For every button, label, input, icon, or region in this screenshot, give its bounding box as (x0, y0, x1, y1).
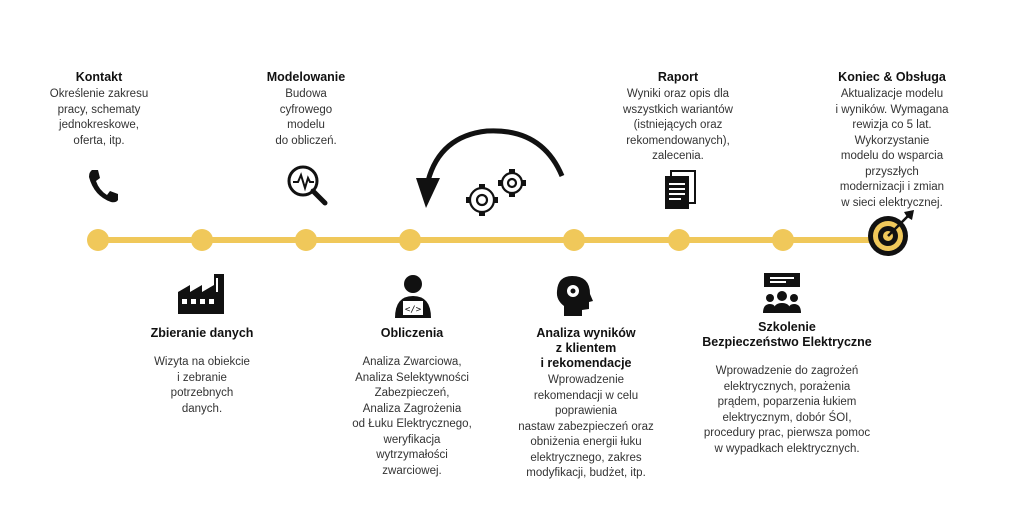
timeline-dot-raport (668, 229, 690, 251)
step-title: Raport (657, 70, 699, 84)
training-icon (762, 272, 802, 314)
step-zbieranie (130, 326, 274, 417)
step-description: Analiza Zwarciowa, Analiza Selektywności Zabezpieczeń, Analiza Zagrożenia od Łuku Elektrycznego, weryfikacja wytrzymałości zwarciowej. (352, 356, 472, 477)
timeline-dot-modelowanie (295, 229, 317, 251)
step-title: Obliczenia (380, 326, 444, 340)
document-icon (664, 170, 696, 210)
step-description: Aktualizacje modelu i wyników. Wymagana rewizja co 5 lat. Wykorzystanie modelu do wsparcia przyszłych modernizacji i zmian w sieci elektrycznej. (835, 88, 949, 209)
step-kontakt (32, 70, 166, 149)
timeline-dot-kontakt (87, 229, 109, 251)
target-icon (866, 208, 916, 258)
timeline-dot-szkolenie (772, 229, 794, 251)
step-title: Kontakt (75, 70, 123, 84)
search-waveform-icon (286, 164, 330, 208)
step-title: Koniec & Obsługa (838, 70, 946, 84)
svg-text:</>: </> (404, 305, 422, 315)
step-description: Określenie zakresu pracy, schematy jednokreskowe, oferta, itp. (49, 88, 149, 147)
step-modelowanie (246, 70, 366, 149)
step-obliczenia (330, 326, 494, 479)
step-title: Zbieranie danych (150, 326, 254, 340)
step-title: Szkolenie Bezpieczeństwo Elektryczne (702, 320, 872, 349)
step-description: Wprowadzenie rekomendacji w celu poprawienia nastaw zabezpieczeń oraz obniżenia energii łuku elektrycznego, zakres modyfikacji, budżet, itp. (518, 374, 654, 479)
step-description: Wprowadzenie do zagrożeń elektrycznych, porażenia prądem, poparzenia łukiem elektrycznym, dobór ŚOI, procedury prac, pierwsza pomoc w wypadkach elektrycznych. (703, 365, 871, 455)
step-description: Wyniki oraz opis dla wszystkich wariantów (istniejących oraz rekomendowanych), zalecenia. (623, 88, 733, 162)
phone-icon (86, 168, 120, 204)
step-description: Wizyta na obiekcie i zebranie potrzebnych danych. (154, 356, 250, 415)
factory-icon (176, 272, 232, 316)
step-analiza (496, 326, 676, 482)
step-koniec (812, 70, 972, 211)
timeline-dot-analiza (563, 229, 585, 251)
gears-icon (460, 166, 532, 222)
head-gear-icon (554, 274, 594, 318)
step-title: Modelowanie (266, 70, 346, 84)
timeline-dot-obliczenia (399, 229, 421, 251)
step-raport (608, 70, 748, 165)
step-title: Analiza wyników z klientem i rekomendacje (536, 326, 636, 370)
developer-icon (393, 274, 433, 318)
step-szkolenie (682, 320, 892, 457)
step-description: Budowa cyfrowego modelu do obliczeń. (275, 88, 337, 147)
timeline-dot-zbieranie (191, 229, 213, 251)
